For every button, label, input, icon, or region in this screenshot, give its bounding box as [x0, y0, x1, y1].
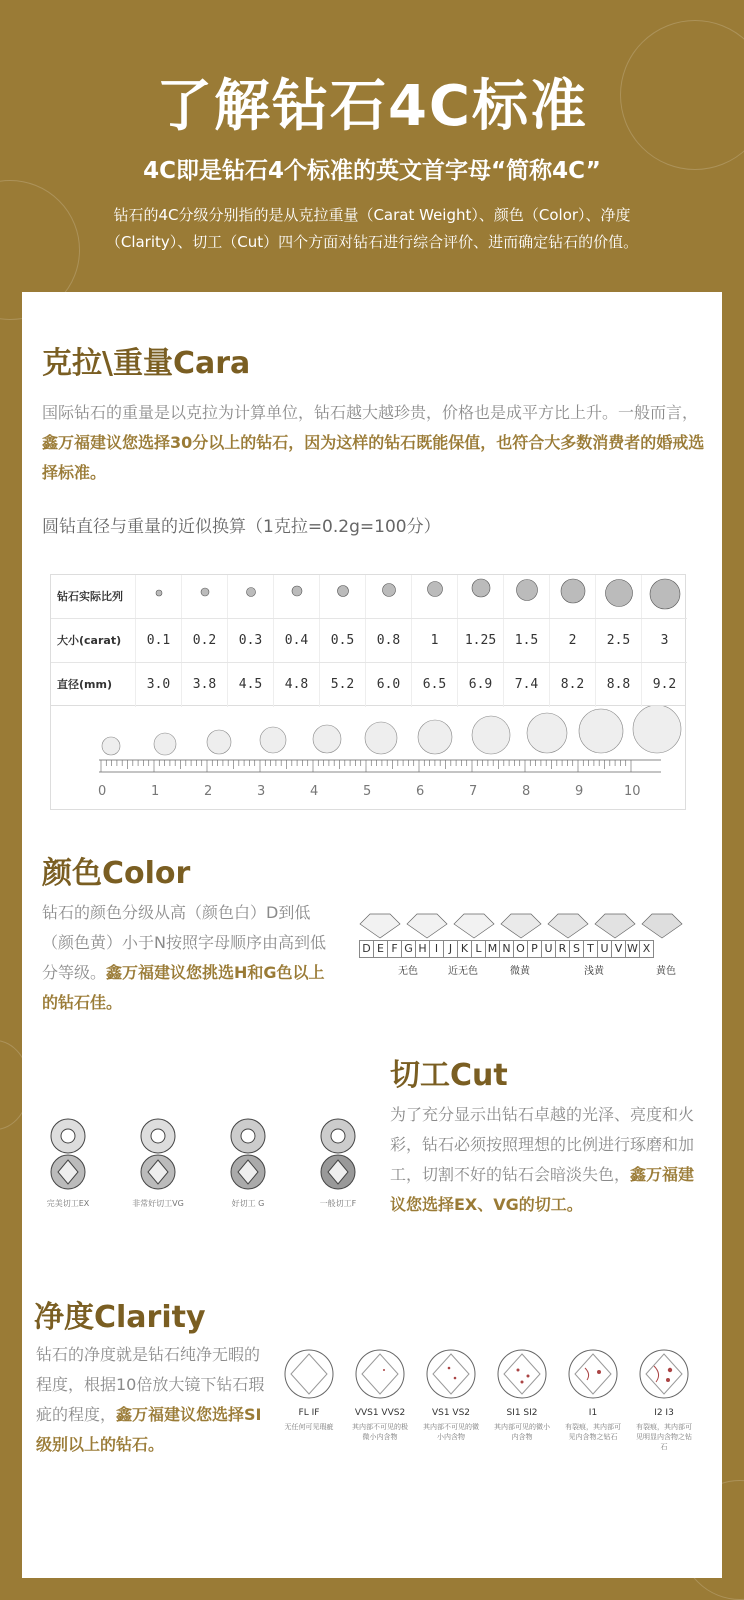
color-scale	[354, 910, 696, 980]
table-row	[51, 619, 687, 663]
diamond-scale-cell	[595, 575, 641, 618]
row-label: 大小(carat)	[57, 634, 122, 647]
diamond-icon	[152, 586, 166, 600]
clarity-recommendation: 鑫万福建议您选择SI级别以上的钻石。	[36, 1405, 262, 1454]
diamond-clarity-icon	[496, 1348, 548, 1400]
color-letter: L	[471, 940, 486, 958]
clarity-grade-item	[491, 1348, 553, 1442]
clarity-grade-item	[349, 1348, 411, 1442]
diameter-cell: 6.5	[411, 663, 457, 707]
diamond-icon	[557, 575, 589, 607]
diameter-cell: 8.8	[595, 663, 641, 707]
clarity-grade-note: 有裂痕，其内部可见明显内含物之钻石	[636, 1423, 692, 1451]
diamond-icon	[243, 584, 259, 600]
color-grade-label: 无色	[398, 966, 418, 977]
color-letter: D	[359, 940, 374, 958]
carat-size-cell: 1	[411, 619, 457, 662]
diamond-icon	[334, 582, 352, 600]
diamond-scale-cell	[273, 575, 319, 618]
diameter-cell: 7.4	[503, 663, 549, 707]
cut-description	[390, 1100, 696, 1220]
color-letter: P	[527, 940, 542, 958]
color-grade-label: 浅黄	[584, 966, 604, 977]
color-letter: V	[611, 940, 626, 958]
cut-text: 为了充分显示出钻石卓越的光泽、亮度和火彩，钻石必须按照理想的比例进行琢磨和加工，切割不好的钻石会暗淡失色，	[390, 1105, 695, 1184]
clarity-description	[36, 1340, 268, 1460]
clarity-grade-caption: VVS1 VVS2	[354, 1408, 406, 1418]
cut-grade-caption: 一般切工F	[319, 1199, 357, 1208]
table-row	[51, 663, 687, 707]
content-card	[22, 292, 722, 1578]
diamond-icon	[379, 580, 399, 600]
carat-size-cell: 0.3	[227, 619, 273, 662]
ruler-label: 7	[469, 784, 478, 799]
diamond-icon	[601, 575, 637, 611]
diamond-scale-cell	[365, 575, 411, 618]
clarity-text: 钻石的净度就是钻石纯净无暇的程度，根据10倍放大镜下钻石瑕疵的程度，	[36, 1345, 265, 1424]
clarity-grade-item	[278, 1348, 340, 1432]
cut-title: 切工Cut	[390, 1058, 508, 1093]
diamond-scale-cell	[457, 575, 503, 618]
row-label: 直径(mm)	[57, 678, 112, 691]
page-title: 了解钻石4C标准	[155, 74, 589, 139]
cut-grade-item	[28, 1118, 108, 1209]
diameter-cell: 4.8	[273, 663, 319, 707]
ruler-label: 2	[204, 784, 213, 799]
carat-size-cell: 3	[641, 619, 687, 662]
ruler-label: 10	[624, 784, 641, 799]
diamond-clarity-icon	[638, 1348, 690, 1400]
diamond-icon	[288, 582, 306, 600]
color-grade-label: 微黄	[510, 966, 530, 977]
clarity-grade-note: 无任何可见瑕疵	[284, 1423, 334, 1431]
ruler-label: 0	[98, 784, 107, 799]
intro-line-2: （Clarity）、切工（Cut）四个方面对钻石进行综合评价、进而确定钻石的价值。	[105, 233, 639, 251]
cut-grade-item	[298, 1118, 378, 1209]
page-subtitle: 4C即是钻石4个标准的英文首字母“简称4C”	[143, 158, 601, 184]
diamond-icon	[424, 578, 446, 600]
color-letter: H	[415, 940, 430, 958]
cut-grade-item	[118, 1118, 198, 1209]
color-letter: K	[457, 940, 472, 958]
intro-line-1: 钻石的4C分级分别指的是从克拉重量（Carat Weight）、颜色（Color）、净度	[113, 206, 631, 224]
color-grade-label: 近无色	[448, 966, 478, 977]
color-letter: G	[401, 940, 416, 958]
color-letter: U	[541, 940, 556, 958]
diamond-cut-icon	[316, 1118, 360, 1192]
diameter-cell: 6.0	[365, 663, 411, 707]
cut-grade-item	[208, 1118, 288, 1209]
intro-description	[40, 202, 704, 256]
cut-grade-caption: 非常好切工VG	[132, 1199, 184, 1208]
color-letter: X	[639, 940, 654, 958]
color-letter: W	[625, 940, 640, 958]
diamond-scale-cell	[135, 575, 181, 618]
diamond-scale-cell	[549, 575, 595, 618]
color-letter: J	[443, 940, 458, 958]
diamond-scale-cell	[319, 575, 365, 618]
carat-size-cell: 0.8	[365, 619, 411, 662]
ruler-label: 3	[257, 784, 266, 799]
carat-text: 国际钻石的重量是以克拉为计算单位，钻石越大越珍贵，价格也是成平方比上升。一般而言，	[42, 403, 699, 422]
diameter-cell: 6.9	[457, 663, 503, 707]
diameter-cell: 5.2	[319, 663, 365, 707]
clarity-grade-item	[633, 1348, 695, 1452]
ruler-label: 9	[575, 784, 584, 799]
carat-recommendation: 鑫万福建议您选择30分以上的钻石，因为这样的钻石既能保值，也符合大多数消费者的婚戒选择标准。	[42, 433, 705, 482]
diamond-clarity-icon	[283, 1348, 335, 1400]
cut-grade-caption: 好切工 G	[231, 1199, 265, 1208]
diamond-ruler	[50, 706, 686, 810]
clarity-grade-note: 其内部不可见的极微小内含物	[352, 1423, 408, 1441]
diamond-row-icon	[354, 910, 696, 940]
color-letter: I	[429, 940, 444, 958]
diameter-cell: 3.0	[135, 663, 181, 707]
carat-size-cell: 2.5	[595, 619, 641, 662]
clarity-grade-caption: I1	[588, 1408, 598, 1418]
carat-title: 克拉\重量Cara	[42, 346, 251, 381]
clarity-grade-note: 其内部可见的微小内含物	[494, 1423, 550, 1441]
carat-table	[50, 574, 686, 706]
carat-size-cell: 1.25	[457, 619, 503, 662]
color-letter: E	[373, 940, 388, 958]
row-label: 钻石实际比列	[57, 590, 123, 603]
diamond-scale-cell	[181, 575, 227, 618]
diamond-icon	[197, 584, 213, 600]
diamond-clarity-icon	[567, 1348, 619, 1400]
color-grade-label: 黄色	[656, 966, 676, 977]
diameter-cell: 3.8	[181, 663, 227, 707]
clarity-grade-caption: SI1 SI2	[506, 1408, 538, 1418]
carat-size-cell: 2	[549, 619, 595, 662]
diamond-cut-icon	[136, 1118, 180, 1192]
ruler-label: 6	[416, 784, 425, 799]
carat-conversion-heading: 圆钻直径与重量的近似换算（1克拉=0.2g=100分）	[42, 517, 441, 537]
carat-size-cell: 0.4	[273, 619, 319, 662]
diamond-cut-icon	[46, 1118, 90, 1192]
carat-size-cell: 0.5	[319, 619, 365, 662]
cut-recommendation: 鑫万福建议您选择EX、VG的切工。	[390, 1165, 695, 1214]
color-letter: O	[513, 940, 528, 958]
color-letter: M	[485, 940, 500, 958]
diamond-clarity-icon	[354, 1348, 406, 1400]
diamond-icon	[646, 575, 684, 613]
carat-description	[42, 398, 706, 488]
carat-size-cell: 0.1	[135, 619, 181, 662]
diamond-scale-cell	[503, 575, 549, 618]
diamond-icon	[512, 575, 542, 605]
clarity-grade-caption: I2 I3	[654, 1408, 674, 1418]
color-letter-row	[360, 940, 654, 958]
color-letter: F	[387, 940, 402, 958]
diamond-scale-cell	[227, 575, 273, 618]
clarity-grade-caption: VS1 VS2	[431, 1408, 471, 1418]
color-recommendation: 鑫万福建议您挑选H和G色以上的钻石佳。	[42, 963, 325, 1012]
color-text: 钻石的颜色分级从高（颜色白）D到低（颜色黄）小于N按照字母顺序由高到低分等级。	[42, 903, 326, 982]
carat-size-cell: 1.5	[503, 619, 549, 662]
color-letter: S	[569, 940, 584, 958]
carat-size-cell: 0.2	[181, 619, 227, 662]
table-row	[51, 575, 687, 619]
diamond-icon	[468, 575, 494, 601]
diameter-cell: 9.2	[641, 663, 687, 707]
color-letter: N	[499, 940, 514, 958]
ruler-label: 4	[310, 784, 319, 799]
clarity-grade-note: 有裂痕，其内部可见内含物之钻石	[565, 1423, 621, 1441]
ruler-label: 5	[363, 784, 372, 799]
clarity-grade-item	[562, 1348, 624, 1442]
diamond-clarity-icon	[425, 1348, 477, 1400]
clarity-grade-item	[420, 1348, 482, 1442]
diameter-cell: 8.2	[549, 663, 595, 707]
diamond-cut-icon	[226, 1118, 270, 1192]
diamond-scale-cell	[641, 575, 687, 618]
clarity-grade-note: 其内部不可见的微小内含物	[423, 1423, 479, 1441]
diamond-scale-cell	[411, 575, 457, 618]
cut-grade-caption: 完美切工EX	[46, 1199, 90, 1208]
ruler-label: 8	[522, 784, 531, 799]
color-letter: T	[583, 940, 598, 958]
color-title: 颜色Color	[42, 856, 191, 891]
clarity-grade-caption: FL IF	[298, 1408, 320, 1418]
clarity-title: 净度Clarity	[34, 1300, 206, 1335]
color-letter: R	[555, 940, 570, 958]
color-description	[42, 898, 340, 1018]
color-letter: U	[597, 940, 612, 958]
diameter-cell: 4.5	[227, 663, 273, 707]
ruler-label: 1	[151, 784, 160, 799]
